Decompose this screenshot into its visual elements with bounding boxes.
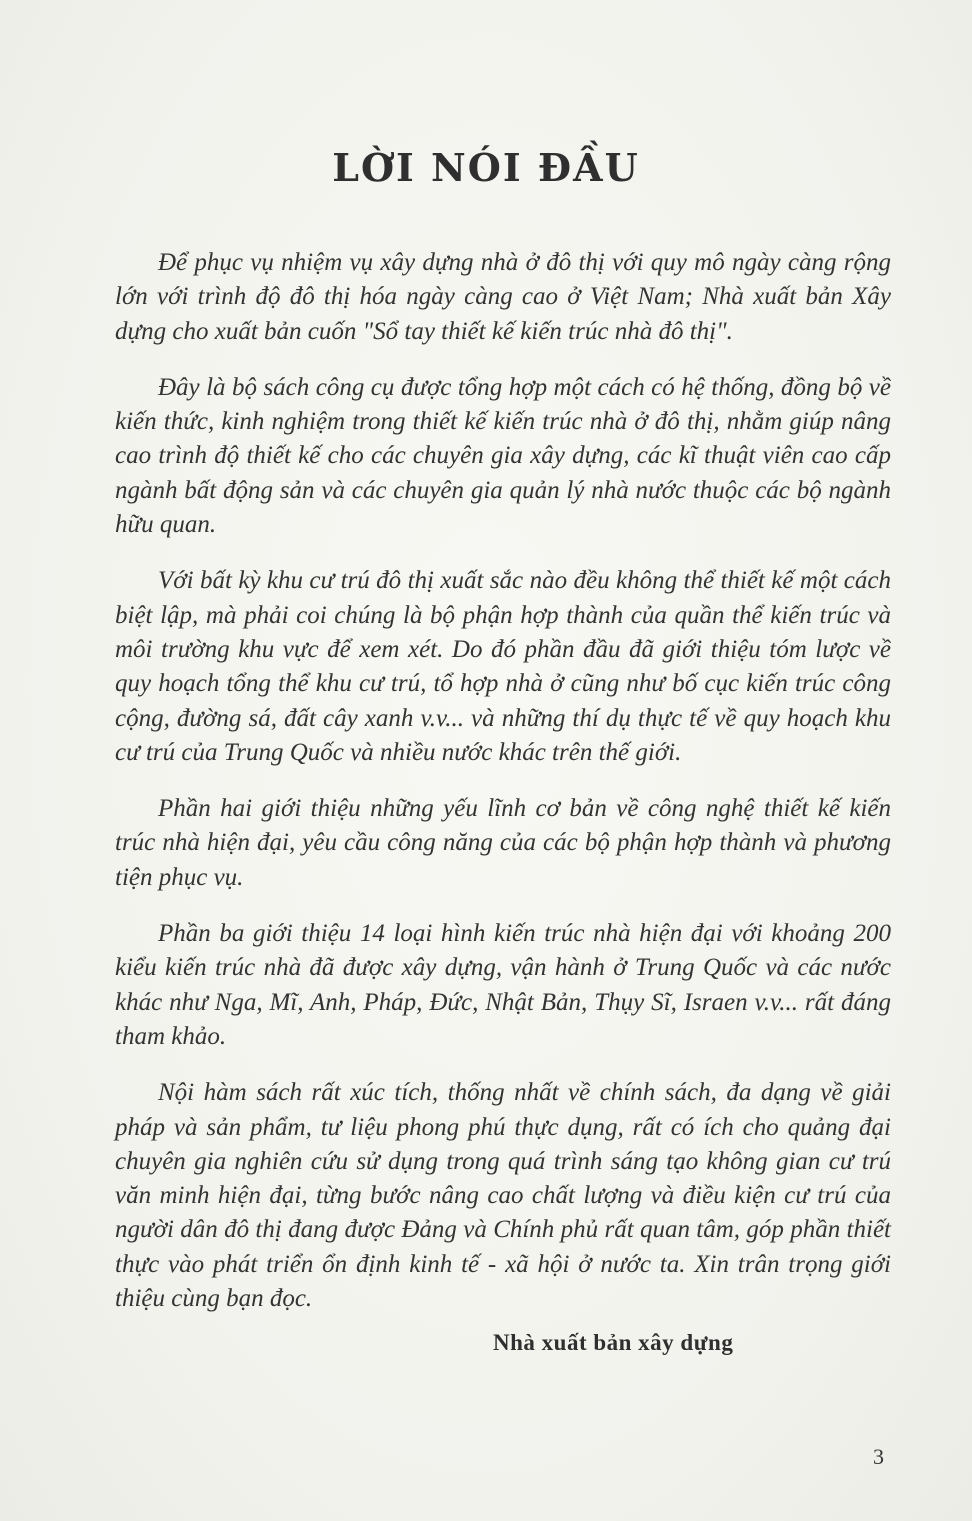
paragraph-intro: Để phục vụ nhiệm vụ xây dựng nhà ở đô thị với quy mô ngày càng rộng lớn với trình độ đô thị hóa ngày càng cao ở Việt Nam; Nhà xuất bản Xây dựng cho xuất bản cuốn "Sổ tay thiết kế kiến trúc nhà đô thị".	[115, 249, 891, 345]
paragraph-part-two: Phần hai giới thiệu những yếu lĩnh cơ bản về công nghệ thiết kế kiến trúc nhà hiện đại, yêu cầu công năng của các bộ phận hợp thành và phương tiện phục vụ.	[115, 795, 891, 891]
page-title: LỜI NÓI ĐẦU	[332, 145, 640, 190]
page-number: 3	[873, 1444, 884, 1469]
paragraph-part-one: Với bất kỳ khu cư trú đô thị xuất sắc nào đều không thể thiết kế một cách biệt lập, mà phải coi chúng là bộ phận hợp thành của quần thể kiến trúc và môi trường khu vực để xem xét. Do đó phần đầu đã giới thiệu tóm lược về quy hoạch tổng thể khu cư trú, tổ hợp nhà ở cũng như bố cục kiến trúc công cộng, đường sá, đất cây xanh v.v... và những thí dụ thực tế về quy hoạch khu cư trú của Trung Quốc và nhiều nước khác trên thế giới.	[115, 567, 891, 766]
paragraph-conclusion: Nội hàm sách rất xúc tích, thống nhất về chính sách, đa dạng về giải pháp và sản phẩm, tư liệu phong phú thực dụng, rất có ích cho quảng đại chuyên gia nghiên cứu sử dụng trong quá trình sáng tạo không gian cư trú văn minh hiện đại, từng bước nâng cao chất lượng và điều kiện cư trú của người dân đô thị đang được Đảng và Chính phủ rất quan tâm, góp phần thiết thực vào phát triển ổn định kinh tế - xã hội ở nước ta. Xin trân trọng giới thiệu cùng bạn đọc.	[115, 1079, 891, 1313]
paragraph-overview: Đây là bộ sách công cụ được tổng hợp một cách có hệ thống, đồng bộ về kiến thức, kinh nghiệm trong thiết kế kiến trúc nhà ở đô thị, nhằm giúp nâng cao trình độ thiết kế cho các chuyên gia xây dựng, các kĩ thuật viên cao cấp ngành bất động sản và các chuyên gia quản lý nhà nước thuộc các bộ ngành hữu quan.	[115, 373, 891, 539]
preface-body	[115, 246, 891, 1338]
publisher-signature: Nhà xuất bản xây dựng	[493, 1330, 734, 1355]
paragraph-part-three: Phần ba giới thiệu 14 loại hình kiến trúc nhà hiện đại với khoảng 200 kiểu kiến trúc nhà đã được xây dựng, vận hành ở Trung Quốc và các nước khác như Nga, Mĩ, Anh, Pháp, Đức, Nhật Bản, Thụy Sĩ, Israen v.v... rất đáng tham khảo.	[115, 920, 891, 1050]
